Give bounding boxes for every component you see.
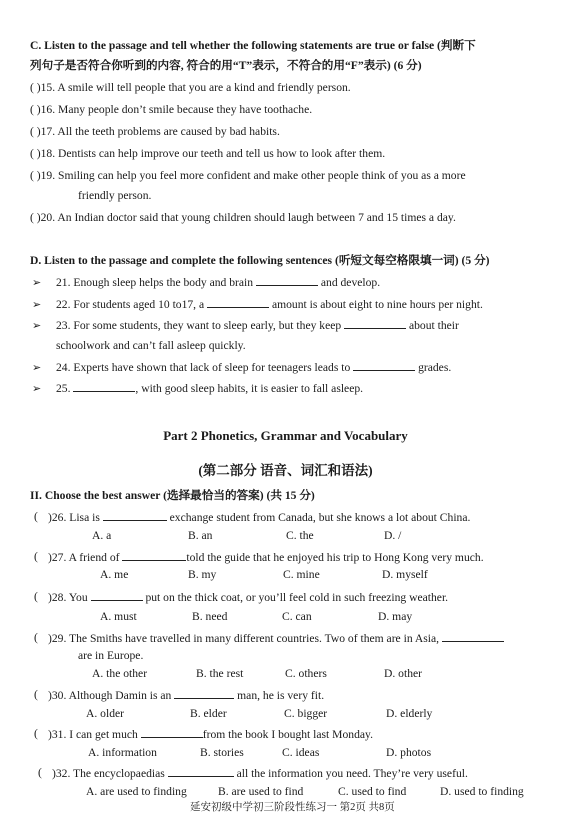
question-29: )29. The Smiths have travelled in many different countries. Two of them are in Asia, <box>48 631 504 646</box>
answer-paren: ( <box>34 550 38 563</box>
answer-blank-25[interactable] <box>73 381 135 392</box>
option-b[interactable]: B. are used to find <box>218 785 304 798</box>
answer-paren: ( <box>34 510 38 523</box>
question-21: 21. Enough sleep helps the body and brain and develop. <box>56 276 381 289</box>
question-17: ( )17. All the teeth problems are caused by bad habits. <box>30 125 280 138</box>
question-27: )27. A friend of told the guide that he enjoyed his trip to Hong Kong very much. <box>48 551 484 564</box>
option-a[interactable]: A. information <box>88 746 157 759</box>
question-31: )31. I can get much from the book I bought last Monday. <box>48 728 373 741</box>
option-c[interactable]: C. bigger <box>284 707 328 720</box>
option-c[interactable]: C. ideas <box>282 746 320 759</box>
question-25: 25. , with good sleep habits, it is easier to fall asleep. <box>56 382 364 395</box>
option-a[interactable]: A. are used to finding <box>86 785 187 798</box>
option-b[interactable]: B. an <box>188 529 213 542</box>
arrow-bullet-icon: ➢ <box>32 277 42 289</box>
answer-paren: ( <box>38 766 42 779</box>
option-d[interactable]: D. other <box>384 667 422 680</box>
option-d[interactable]: D. photos <box>386 746 432 759</box>
option-a[interactable]: A. a <box>92 529 112 542</box>
page-footer: 延安初级中学初三阶段性练习一 第2页 共8页 <box>190 802 395 813</box>
answer-blank-24[interactable] <box>353 360 415 371</box>
answer-paren: ( <box>34 590 38 603</box>
question-28: )28. You put on the thick coat, or you’ll feel cold in such freezing weather. <box>48 591 449 604</box>
option-c[interactable]: C. the <box>286 529 314 542</box>
question-26: )26. Lisa is exchange student from Canada, but she knows a lot about China. <box>48 511 471 524</box>
answer-paren: ( <box>34 727 38 740</box>
answer-blank-26[interactable] <box>103 510 167 521</box>
section-c-instruction-1: C. Listen to the passage and tell whether the following statements are true or false (判断下 <box>30 39 476 52</box>
question-23: 23. For some students, they want to sleep early, but they keep about their <box>56 319 459 332</box>
question-20: ( )20. An Indian doctor said that young children should laugh between 7 and 15 times a day. <box>30 211 456 224</box>
question-30: )30. Although Damin is an man, he is very fit. <box>48 689 325 702</box>
section-d-instruction: D. Listen to the passage and complete the following sentences (听短文每空格限填一词) (5 分) <box>30 254 490 267</box>
arrow-bullet-icon: ➢ <box>32 320 42 332</box>
answer-blank-23[interactable] <box>344 318 406 329</box>
question-18: ( )18. Dentists can help improve our teeth and tell us how to look after them. <box>30 147 386 160</box>
option-a[interactable]: A. older <box>86 707 124 720</box>
part-2-subtitle: (第二部分 语音、词汇和语法) <box>198 463 373 478</box>
option-a[interactable]: A. must <box>100 610 137 623</box>
question-23-continued: schoolwork and can’t fall asleep quickly. <box>56 339 246 352</box>
question-24: 24. Experts have shown that lack of sleep for teenagers leads to grades. <box>56 361 452 374</box>
answer-blank-31[interactable] <box>141 727 203 738</box>
section-c-instruction-2: 列句子是否符合你听到的内容, 符合的用“T”表示，不符合的用“F”表示) (6 分) <box>30 59 422 72</box>
option-d[interactable]: D. may <box>378 610 413 623</box>
answer-blank-22[interactable] <box>207 297 269 308</box>
answer-blank-29[interactable] <box>442 631 504 642</box>
option-c[interactable]: C. others <box>285 667 327 680</box>
option-d[interactable]: D. myself <box>382 568 428 581</box>
question-16: ( )16. Many people don’t smile because they have toothache. <box>30 103 313 116</box>
option-a[interactable]: A. me <box>100 568 129 581</box>
option-c[interactable]: C. used to find <box>338 785 407 798</box>
option-c[interactable]: C. mine <box>283 568 320 581</box>
question-19: ( )19. Smiling can help you feel more confident and make other people think of you as a more <box>30 169 466 182</box>
answer-blank-30[interactable] <box>174 688 234 699</box>
answer-blank-28[interactable] <box>91 590 143 601</box>
option-b[interactable]: B. elder <box>190 707 227 720</box>
answer-blank-32[interactable] <box>168 766 234 777</box>
option-b[interactable]: B. stories <box>200 746 244 759</box>
option-d[interactable]: D. / <box>384 529 402 542</box>
option-b[interactable]: B. my <box>188 568 217 581</box>
option-a[interactable]: A. the other <box>92 667 148 680</box>
option-d[interactable]: D. elderly <box>386 707 433 720</box>
question-22: 22. For students aged 10 to17, a amount is about eight to nine hours per night. <box>56 298 483 311</box>
question-29-continued: are in Europe. <box>78 649 144 662</box>
arrow-bullet-icon: ➢ <box>32 362 42 374</box>
arrow-bullet-icon: ➢ <box>32 299 42 311</box>
arrow-bullet-icon: ➢ <box>32 383 42 395</box>
answer-paren: ( <box>34 631 38 644</box>
option-c[interactable]: C. can <box>282 610 312 623</box>
question-32: )32. The encyclopaedias all the information you need. They’re very useful. <box>52 767 468 780</box>
part-2-title: Part 2 Phonetics, Grammar and Vocabulary <box>163 428 408 443</box>
answer-blank-21[interactable] <box>256 275 318 286</box>
option-b[interactable]: B. the rest <box>196 667 244 680</box>
option-d[interactable]: D. used to finding <box>440 785 524 798</box>
answer-paren: ( <box>34 688 38 701</box>
option-b[interactable]: B. need <box>192 610 228 623</box>
question-19-continued: friendly person. <box>78 189 152 202</box>
answer-blank-27[interactable] <box>122 550 186 561</box>
question-15: ( )15. A smile will tell people that you are a kind and friendly person. <box>30 81 351 94</box>
section-ii-instruction: II. Choose the best answer (选择最恰当的答案) (共 15 分) <box>30 489 315 502</box>
